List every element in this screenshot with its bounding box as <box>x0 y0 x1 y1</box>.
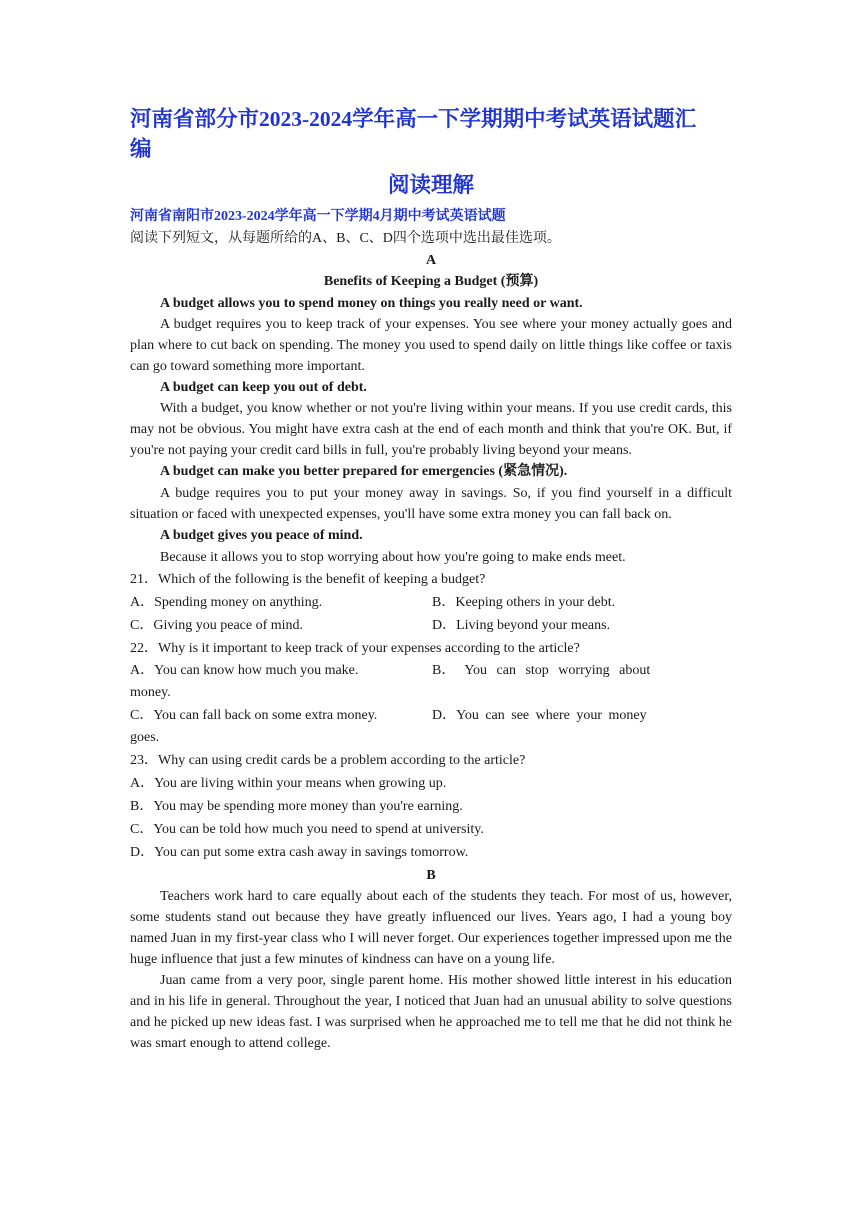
question-21-option-a: A．Spending money on anything. <box>130 595 323 610</box>
question-22-option-d: D．You can see where your money <box>432 708 647 723</box>
question-21-stem: 21．Which of the following is the benefit of keeping a budget? <box>130 572 486 587</box>
passage-b-label: B <box>426 868 436 883</box>
question-21-option-b: B．Keeping others in your debt. <box>432 595 616 610</box>
passage-a-paragraph-1: A budget requires you to keep track of your expenses. You see where your money actually goes and plan where to cut back on spending. The money you used to spend daily on little things like coffee or taxis can go toward something more important. <box>130 317 732 374</box>
passage-b-paragraph-2: Juan came from a very poor, single parent home. His mother showed little interest in his education and in his life in general. Throughout the year, I noticed that Juan had an unusual ability to solve questions and he picked up new ideas fast. I was surprised when he approached me to tell me that he did not think he was smart enough to attend college. <box>130 973 732 1051</box>
passage-a-subheading-2: A budget can keep you out of debt. <box>160 380 367 395</box>
question-22-option-c: C．You can fall back on some extra money. <box>130 708 378 723</box>
passage-b-paragraph-1: Teachers work hard to care equally about each of the students they teach. For most of us, however, some students stand out because they have greatly influenced our lives. Years ago, I had a young boy named Juan in my first-year class who I will never forget. Our experiences together impressed upon me the huge influence that just a few minutes of kindness can have on a young life. <box>130 889 732 967</box>
passage-a-heading: Benefits of Keeping a Budget (预算) <box>323 274 539 289</box>
question-21-options-row-1 <box>130 591 732 614</box>
question-22-options-row-1 <box>130 660 732 704</box>
question-23-option-d: D．You can put some extra cash away in savings tomorrow. <box>130 845 469 860</box>
question-22-option-b: B． You can stop worrying about <box>432 663 651 678</box>
exam-source: 河南省南阳市2023-2024学年高一下学期4月期中考试英语试题 <box>130 209 506 224</box>
question-22-option-d-continued: goes. <box>130 730 160 745</box>
question-21-options-row-2 <box>130 614 732 637</box>
question-23-option-b: B．You may be spending more money than you're earning. <box>130 799 463 814</box>
section-title: 阅读理解 <box>387 173 474 197</box>
passage-a-paragraph-2: With a budget, you know whether or not you're living within your means. If you use credit cards, this may not be obvious. You might have extra cash at the end of each month and think that you're OK. But, if you're not paying your credit card bills in full, you're probably living beyond your means. <box>130 401 732 458</box>
question-22-option-b-continued: money. <box>130 685 171 700</box>
passage-a-label: A <box>425 253 437 268</box>
passage-a-subheading-1: A budget allows you to spend money on things you really need or want. <box>160 296 583 311</box>
document-page <box>130 104 732 1054</box>
question-22-option-a: A．You can know how much you make. <box>130 663 359 678</box>
passage-a-paragraph-4: Because it allows you to stop worrying about how you're going to make ends meet. <box>160 550 626 565</box>
question-22-stem: 22．Why is it important to keep track of your expenses according to the article? <box>130 641 580 656</box>
question-22-options-row-2 <box>130 705 732 749</box>
question-23-option-a: A．You are living within your means when growing up. <box>130 776 447 791</box>
passage-a-subheading-3: A budget can make you better prepared for emergencies (紧急情况). <box>160 464 568 479</box>
passage-a-paragraph-3: A budge requires you to put your money away in savings. So, if you find yourself in a difficult situation or faced with unexpected expenses, you'll have some extra money you can fall back on. <box>130 486 732 522</box>
page-title-line2: 编 <box>130 137 152 161</box>
page-title <box>130 104 732 164</box>
question-23-option-c: C．You can be told how much you need to spend at university. <box>130 822 484 837</box>
question-23-stem: 23．Why can using credit cards be a problem according to the article? <box>130 753 526 768</box>
page-title-line1: 河南省部分市2023-2024学年高一下学期期中考试英语试题汇 <box>130 107 697 131</box>
question-21-option-c: C．Giving you peace of mind. <box>130 618 304 633</box>
question-21-option-d: D．Living beyond your means. <box>432 618 611 633</box>
passage-a-subheading-4: A budget gives you peace of mind. <box>160 528 363 543</box>
instructions: 阅读下列短文，从每题所给的A、B、C、D四个选项中选出最佳选项。 <box>130 231 561 246</box>
